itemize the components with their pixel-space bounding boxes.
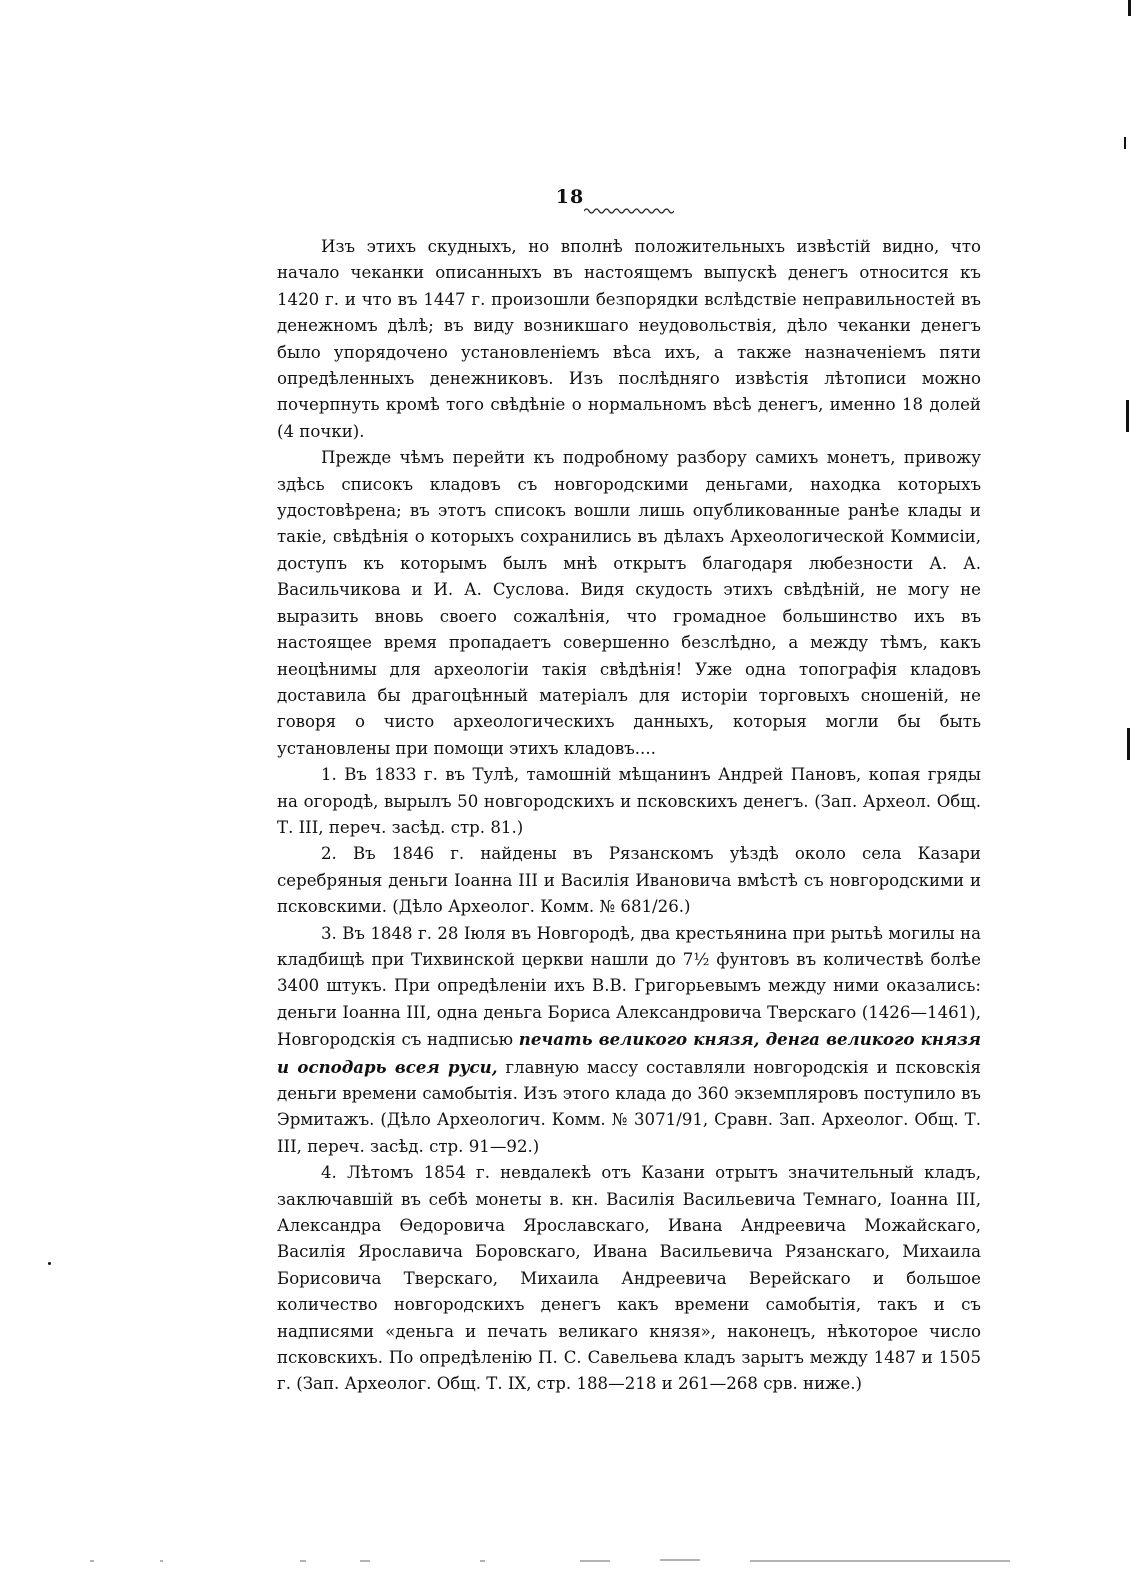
scan-edge-noise bbox=[60, 1558, 1080, 1564]
hoard-item-3 bbox=[277, 921, 981, 1161]
hoard-item-3-text-b: главную массу составляли новгородскія и псковскія деньги времени самобытія. Изъ этого клада до 360 экземпляровъ поступило въ Эрмитажъ. (Дѣло Археологич. Комм. № 3071/91, Сравн. Зап. Археолог. Общ. Т. III, переч. засѣд. стр. 91—92.) bbox=[277, 1057, 982, 1156]
body-text bbox=[277, 234, 981, 1398]
decorative-wave-rule bbox=[584, 207, 674, 215]
hoard-item-3-text-a: 3. Въ 1848 г. 28 Іюля въ Новгородѣ, два крестьянина при рытьѣ могилы на кладбищѣ при Тихвинской церкви нашли до 7½ фунтовъ въ количествѣ болѣе 3400 штукъ. При опредѣленіи ихъ В.В. Григорьевымъ между ними оказались: деньги Іоанна III, одна деньга Бориса Александровича Тверскаго (1426—1461), Новгородскія съ надписью bbox=[277, 923, 981, 1050]
paragraph-intro: Изъ этихъ скудныхъ, но вполнѣ положительныхъ извѣстій видно, что начало чеканки описанныхъ въ настоящемъ выпускѣ денегъ относится къ 1420 г. и что въ 1447 г. произошли безпорядки вслѣдствіе неправильностей въ денежномъ дѣлѣ; въ виду возникшаго неудовольствія, дѣло чеканки денегъ было упорядочено установленіемъ вѣса ихъ, а также назначеніемъ пяти опредѣленныхъ денежниковъ. Изъ послѣдняго извѣстія лѣтописи можно почерпнуть кромѣ того свѣдѣніе о нормальномъ вѣсѣ денегъ, именно 18 долей (4 почки). bbox=[277, 237, 981, 441]
old-slavonic-inscription: печать великого князя, денга великого князя и осподарь всея руси, bbox=[277, 1029, 981, 1077]
scan-mark-left-dot bbox=[48, 1262, 51, 1265]
hoard-item-4: 4. Лѣтомъ 1854 г. невдалекѣ отъ Казани отрытъ значительный кладъ, заключавшій въ себѣ монеты в. кн. Василія Васильевича Темнаго, Іоанна III, Александра Ѳедоровича Ярославскаго, Ивана Андреевича Можайскаго, Василія Ярославича Боровскаго, Ивана Васильевича Рязанскаго, Михаила Борисовича Тверскаго, Михаила Андреевича Верейскаго и большое количество новгородскихъ денегъ какъ времени самобытія, такъ и съ надписями «деньга и печать великаго князя», наконецъ, нѣкоторое число псковскихъ. По опредѣленію П. С. Савельева кладъ зарытъ между 1487 и 1505 г. (Зап. Археолог. Общ. Т. IX, стр. 188—218 и 261—268 срв. ниже.) bbox=[277, 1163, 981, 1394]
scan-mark-right-1 bbox=[1124, 137, 1126, 149]
hoard-item-2: 2. Въ 1846 г. найдены въ Рязанскомъ уѣздѣ около села Казари серебряныя деньги Іоанна III и Василія Ивановича вмѣстѣ съ новгородскими и псковскими. (Дѣло Археолог. Комм. № 681/26.) bbox=[277, 844, 981, 917]
scan-mark-right-2 bbox=[1126, 400, 1129, 432]
hoard-item-1: 1. Въ 1833 г. въ Тулѣ, тамошній мѣщанинъ Андрей Пановъ, копая гряды на огородѣ, вырылъ 50 новгородскихъ и псковскихъ денегъ. (Зап. Археол. Общ. Т. III, переч. засѣд. стр. 81.) bbox=[277, 765, 981, 837]
paragraph-hoard-list-intro: Прежде чѣмъ перейти къ подробному разбору самихъ монетъ, привожу здѣсь списокъ кладовъ съ новгородскими деньгами, находка которыхъ удостовѣрена; въ этотъ списокъ вошли лишь опубликованные ранѣе клады и такіе, свѣдѣнія о которыхъ сохранились въ дѣлахъ Археологической Коммисіи, доступъ къ которымъ былъ мнѣ открытъ благодаря любезности А. А. Васильчикова и И. А. Суслова. Видя скудость этихъ свѣдѣній, не могу не выразить вновь своего сожалѣнія, что громадное большинство ихъ въ настоящее время пропадаетъ совершенно безслѣдно, а между тѣмъ, какъ неоцѣнимы для археологіи такія свѣдѣнія! Уже одна топографія кладовъ доставила бы драгоцѣнный матеріалъ для исторіи торговыхъ сношеній, не говоря о чисто археологическихъ данныхъ, которыя могли бы быть установлены при помощи этихъ кладовъ.... bbox=[277, 448, 981, 758]
scan-mark-right-3 bbox=[1127, 728, 1130, 760]
scan-mark-top-right bbox=[1128, 0, 1131, 16]
page-number: 18 bbox=[555, 186, 585, 208]
